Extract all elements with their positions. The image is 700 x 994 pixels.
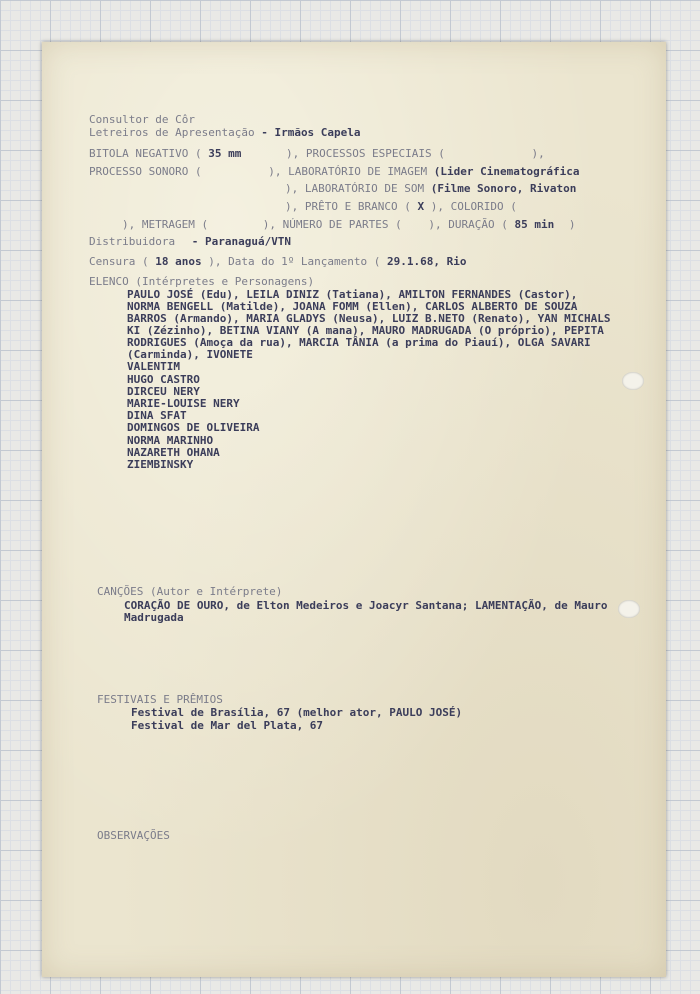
cancoes-line: CORAÇÃO DE OURO, de Elton Medeiros e Joacyr Santana; LAMENTAÇÃO, de Mauro	[124, 599, 608, 612]
distribuidora-value: - Paranaguá/VTN	[191, 235, 292, 248]
elenco-line: ZIEMBINSKY	[127, 458, 194, 471]
data-lancamento-value: 29.1.68, Rio	[387, 255, 467, 268]
consultor-cor-label: Consultor de Côr	[89, 113, 195, 126]
preto-branco-label: ), PRÊTO E BRANCO (	[285, 200, 411, 213]
elenco-line: DINA SFAT	[127, 409, 187, 422]
letreiros-label: Letreiros de Apresentação	[89, 126, 255, 139]
bitola-line	[89, 147, 545, 160]
lab-som-label: ), LABORATÓRIO DE SOM	[285, 182, 425, 195]
letreiros-line	[89, 126, 361, 139]
data-lancamento-label: ), Data do 1º Lançamento (	[208, 255, 381, 268]
processo-sonoro-label: PROCESSO SONORO (	[89, 165, 202, 178]
bitola-label: BITOLA NEGATIVO (	[89, 147, 202, 160]
duracao-close: )	[568, 218, 576, 231]
observacoes-label: OBSERVAÇÕES	[97, 829, 170, 842]
colorido-label: ), COLORIDO (	[430, 200, 517, 213]
preto-branco-value: X	[417, 200, 425, 213]
lab-som-value: (Filme Sonoro, Rivaton	[430, 182, 577, 195]
duracao-label: ), DURAÇÃO (	[428, 218, 508, 231]
processos-label: ), PROCESSOS ESPECIAIS (	[285, 147, 445, 160]
elenco-line: KI (Zézinho), BETINA VIANY (A mana), MAURO MADRUGADA (O próprio), PEPITA	[127, 324, 604, 337]
lab-imagem-value: (Lider Cinematográfica	[433, 165, 580, 178]
cancoes-line: Madrugada	[124, 611, 184, 624]
cancoes-label: CANÇÕES (Autor e Intérprete)	[97, 585, 283, 598]
paper-hole	[622, 372, 644, 390]
document-page	[42, 42, 666, 977]
censura-label: Censura (	[89, 255, 149, 268]
elenco-line: MARIE-LOUISE NERY	[127, 397, 240, 410]
elenco-line: HUGO CASTRO	[127, 373, 200, 386]
distribuidora-line	[89, 235, 291, 248]
bitola-value: 35 mm	[208, 147, 242, 160]
festivais-line: Festival de Mar del Plata, 67	[131, 719, 324, 732]
elenco-line: NORMA MARINHO	[127, 434, 214, 447]
festivais-line: Festival de Brasília, 67 (melhor ator, PAULO JOSÉ)	[131, 706, 463, 719]
processo-sonoro-line	[89, 165, 580, 178]
censura-line	[89, 255, 467, 268]
elenco-line: DIRCEU NERY	[127, 385, 200, 398]
numero-partes-label: ), NÚMERO DE PARTES (	[262, 218, 402, 231]
paper-hole	[618, 600, 640, 618]
lab-som-line	[285, 182, 576, 195]
elenco-line: NAZARETH OHANA	[127, 446, 220, 459]
elenco-line: (Carminda), IVONETE	[127, 348, 253, 361]
preto-branco-line	[285, 200, 517, 213]
elenco-line: BARROS (Armando), MARIA GLADYS (Neusa), LUIZ B.NETO (Renato), YAN MICHALS	[127, 312, 611, 325]
metragem-label: ), METRAGEM (	[122, 218, 209, 231]
lab-imagem-label: ), LABORATÓRIO DE IMAGEM	[268, 165, 428, 178]
festivais-label: FESTIVAIS E PRÊMIOS	[97, 693, 223, 706]
duracao-value: 85 min	[514, 218, 555, 231]
censura-value: 18 anos	[155, 255, 202, 268]
metragem-line	[122, 218, 576, 231]
elenco-line: RODRIGUES (Amoça da rua), MARCIA TÂNIA (a prima do Piauí), OLGA SAVARI	[127, 336, 591, 349]
elenco-label: ELENCO (Intérpretes e Personagens)	[89, 275, 315, 288]
processos-close: ),	[531, 147, 545, 160]
elenco-line: NORMA BENGELL (Matilde), JOANA FOMM (Ellen), CARLOS ALBERTO DE SOUZA	[127, 300, 578, 313]
letreiros-value: - Irmãos Capela	[261, 126, 361, 139]
elenco-line: VALENTIM	[127, 360, 180, 373]
distribuidora-label: Distribuidora	[89, 235, 176, 248]
elenco-line: PAULO JOSÉ (Edu), LEILA DINIZ (Tatiana), AMILTON FERNANDES (Castor),	[127, 288, 578, 301]
elenco-line: DOMINGOS DE OLIVEIRA	[127, 421, 260, 434]
